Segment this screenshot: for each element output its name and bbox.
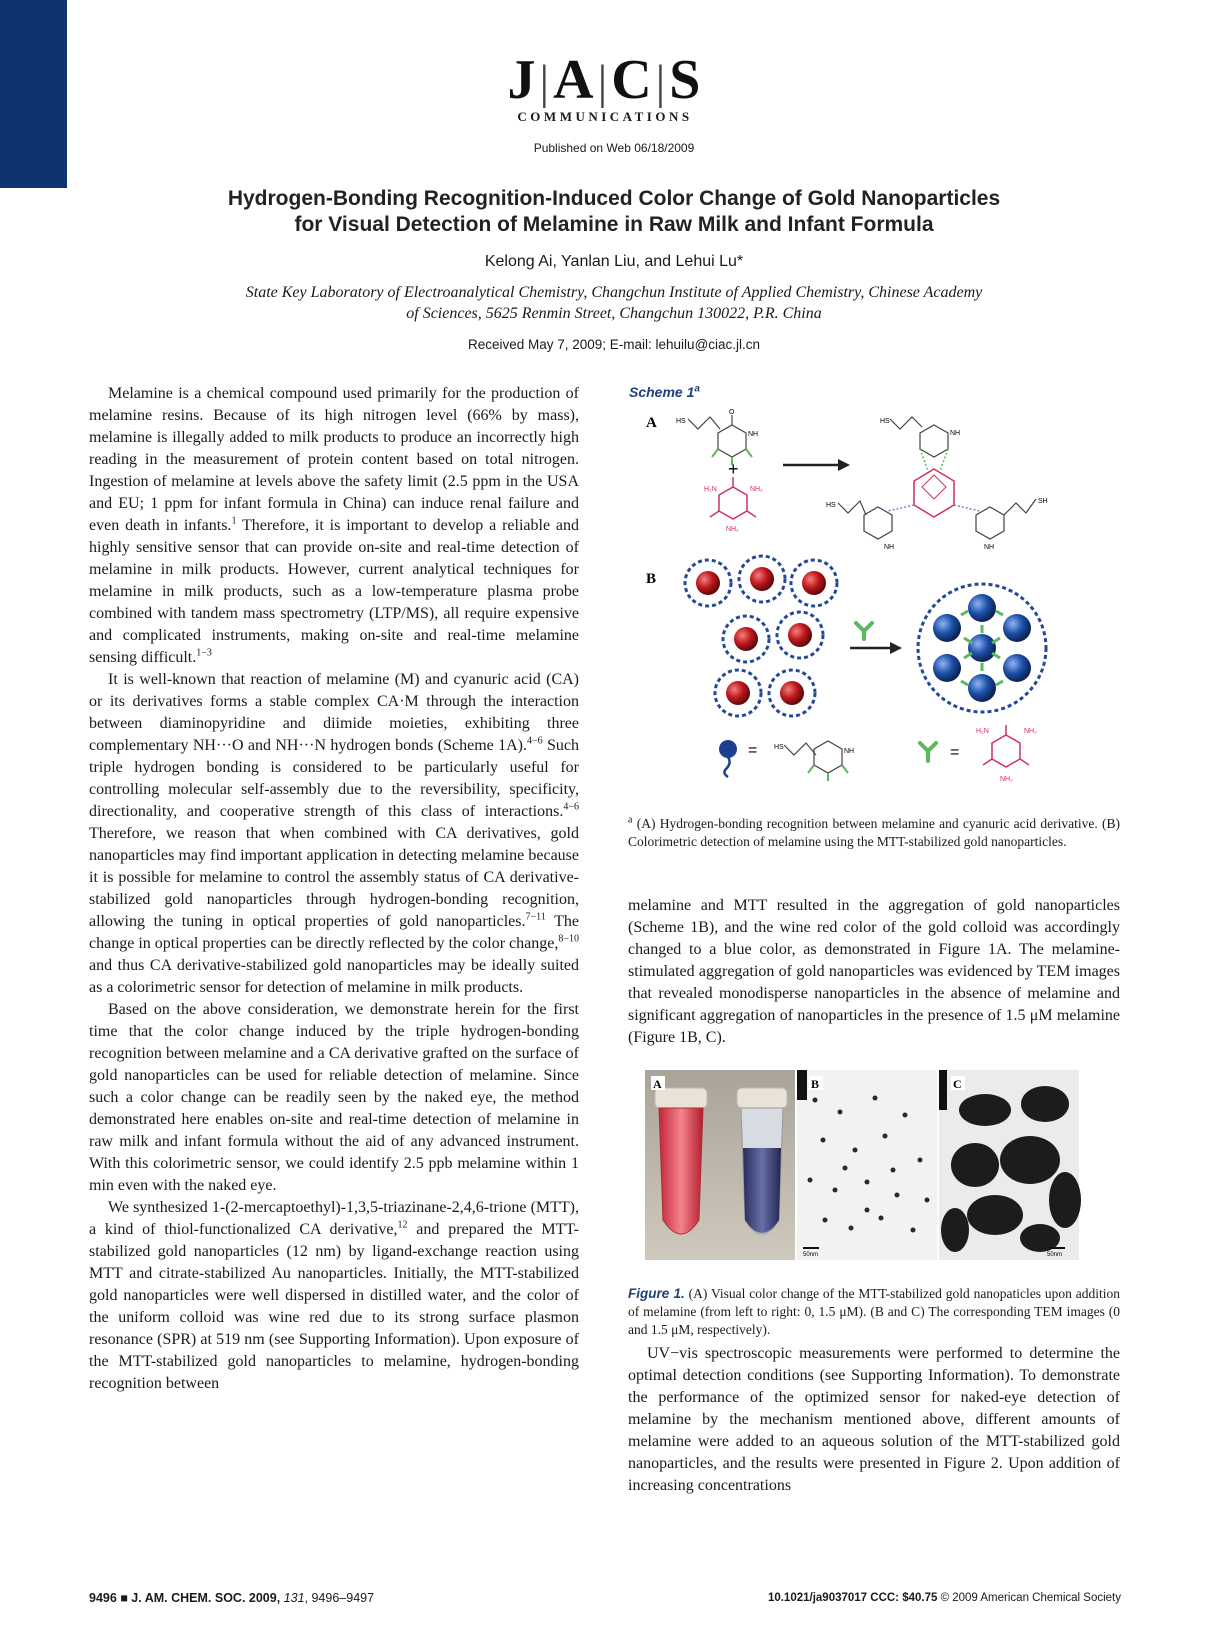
- hs-group-label: HS: [880, 418, 890, 425]
- citation-ref[interactable]: 1: [231, 515, 237, 527]
- logo-letter: C: [611, 49, 654, 111]
- paragraph-r1: melamine and MTT resulted in the aggregation of gold nanoparticles (Scheme 1B), and the wine red color of the gold colloid was accordingly changed to a blue color, as demonstrated in Figure 1A. The melamine-stimulated aggregation of gold nanoparticles was evidenced by TEM images that revealed monodisperse nanoparticles in the absence of melamine and significant aggregation of nanoparticles in the presence of 1.5 μM melamine (Figure 1B, C).: [628, 897, 1120, 1046]
- caption-sup: a: [628, 814, 633, 826]
- left-column: [89, 383, 579, 1395]
- scheme-panel-a-label: A: [646, 415, 657, 431]
- figure-panel-c-label: C: [953, 1077, 962, 1091]
- logo-letter: J: [507, 49, 538, 111]
- tube-cap: [737, 1088, 787, 1108]
- sh-group-label: SH: [1038, 498, 1048, 505]
- oxygen-label: O: [729, 409, 735, 416]
- right-column-bottom: [628, 1343, 1120, 1497]
- nh-label: NH: [984, 544, 995, 551]
- nh-label: NH: [844, 748, 855, 755]
- thiol-chain: [1004, 499, 1036, 515]
- nh-label: NH: [748, 431, 759, 438]
- tube-cap: [655, 1088, 707, 1108]
- citation-ref[interactable]: 4−6: [563, 801, 579, 813]
- tem-background: [797, 1070, 937, 1260]
- red-nanoparticle: [739, 556, 785, 602]
- triazine-ring: [718, 425, 746, 457]
- amine-label: H₂N: [976, 728, 989, 735]
- amine-label: NH₂: [750, 486, 763, 493]
- blue-nanoparticle: [1003, 654, 1031, 682]
- hs-group-label: HS: [774, 744, 784, 751]
- paragraph-r2: UV−vis spectroscopic measurements were performed to determine the optimal detection conditions (see Supporting Information). To demonstrate the performance of the optimized sensor for naked-eye detection of melamine by the mechanism mentioned above, different amounts of melamine were added to an aqueous solution of the MTT-stabilized gold nanoparticles, and the results were presented in Figure 2. Upon addition of increasing concentrations: [628, 1345, 1120, 1494]
- equals-sign: =: [748, 742, 758, 759]
- figure-panel-b-label: B: [811, 1077, 820, 1091]
- amine-bond: [983, 759, 992, 765]
- text-run: Therefore, it is important to develop a reliable and highly sensitive sensor that can provide on-site and real-time detection of melamine in milk products. However, current analytical techniques for melamine in milk products, such as a low-temperature plasma probe combined with tandem mass spectrometry (LTP/MS), all require expensive and complicated instruments, making on-site and real-time melamine sensing difficult.: [89, 517, 580, 666]
- figure-panel-b-tem: [797, 1070, 937, 1260]
- amine-label: H₂N: [704, 486, 717, 493]
- reaction-arrow: [783, 459, 850, 471]
- jacs-logo: J|A|C|S COMMUNICATIONS: [505, 52, 705, 125]
- paragraph-2: [89, 669, 579, 999]
- equals-sign: =: [950, 744, 960, 761]
- ca-derivative-molecule: [676, 409, 758, 465]
- amine-label: NH₂: [1000, 776, 1013, 783]
- citation-ref[interactable]: 8−10: [558, 933, 579, 945]
- right-column-top: [628, 895, 1120, 1049]
- amine-bond: [710, 511, 719, 517]
- triazine-ring-left: [864, 507, 892, 539]
- amine-label: NH₂: [1024, 728, 1037, 735]
- text-run: The change in optical properties can be directly reflected by the color change,: [89, 913, 579, 952]
- red-nanoparticle: [769, 670, 815, 716]
- triazine-ring: [920, 425, 948, 457]
- published-date: Published on Web 06/18/2009: [533, 141, 695, 155]
- carbonyl-o-green: [842, 765, 848, 773]
- logo-letter: S: [669, 49, 703, 111]
- triazine-ring-right: [976, 507, 1004, 539]
- caption-text: (A) Visual color change of the MTT-stabilized gold nanopaticles upon addition of melamine (from left to right: 0, 1.5 μM). (B and C) The corresponding TEM images (0 and 1.5 μM, respectively).: [628, 1286, 1120, 1337]
- doi-text[interactable]: 10.1021/ja9037017 CCC: $40.75: [767, 1592, 938, 1604]
- blue-nanoparticle: [1003, 614, 1031, 642]
- legend-mtt: [719, 740, 854, 781]
- logo-letter: A: [553, 49, 596, 111]
- citation-ref[interactable]: 4−6: [527, 735, 543, 747]
- footer-citation: [89, 1591, 374, 1605]
- carbonyl-o-green: [746, 449, 752, 457]
- nh-label: NH: [884, 544, 895, 551]
- text-run: and prepared the MTT-stabilized gold nanoparticles (12 nm) by ligand-exchange reaction using MTT and citrate-stabilized Au nanoparticles. Initially, the MTT-stabilized gold nanoparticles were well dispersed in distilled water, and the color of the uniform colloid was wine red due to its strong surface plasmon resonance (SPR) at 519 nm (see Supporting Information). Upon exposure of the MTT-stabilized gold nanoparticles to melamine, hydrogen-bonding recognition between: [89, 1221, 579, 1392]
- text-run: and thus CA derivative-stabilized gold nanoparticles may be ideally suited as a colorimetric sensor for detection of melamine in milk products.: [89, 957, 579, 996]
- sidebar-color-bar: [0, 0, 67, 188]
- affiliation-line-2: of Sciences, 5625 Renmin Street, Changchun 130022, P.R. China: [406, 305, 822, 322]
- melamine-ring-center: [914, 469, 954, 517]
- carbonyl-o-green: [808, 765, 814, 773]
- melamine-ring: [992, 735, 1020, 767]
- scheme-caption: [628, 815, 1120, 851]
- aggregated-blue-nanoparticles: [918, 584, 1046, 712]
- blue-nanoparticle: [933, 654, 961, 682]
- figure-panel-a-photo: [645, 1070, 795, 1260]
- red-nanoparticle: [791, 560, 837, 606]
- red-nanoparticle: [715, 670, 761, 716]
- blue-nanoparticle: [968, 674, 996, 702]
- text-run: Melamine is a chemical compound used primarily for the production of melamine resins. Because of its high nitrogen level (66% by mass), melamine is illegally added to milk products to produce an incorrectly high reading in the measurement of protein content based on total nitrogen. Ingestion of melamine at levels above the safety limit (2.5 ppm in the USA and EU; 1 ppm for infant formula in China) can induce renal failure and even death in infants.: [89, 385, 579, 534]
- red-nanoparticle: [777, 612, 823, 658]
- panel-divider: [797, 1070, 807, 1100]
- scheme-1-label: [629, 384, 700, 400]
- red-nanoparticle: [685, 560, 731, 606]
- paragraph-4: [89, 1197, 579, 1395]
- hbond-dashed: [888, 505, 914, 511]
- mtt-symbol-tail: [724, 757, 729, 777]
- melamine-symbol-arrow: [850, 623, 902, 654]
- hs-group-label: HS: [676, 418, 686, 425]
- melamine-symbol: [920, 743, 936, 761]
- plus-sign: +: [728, 459, 739, 479]
- citation-ref[interactable]: 1−3: [196, 647, 212, 659]
- thiol-chain: [838, 501, 866, 515]
- affiliation: [150, 282, 1078, 324]
- tube-red: [659, 1108, 703, 1234]
- footer-journal: 9496 ■ J. AM. CHEM. SOC. 2009,: [89, 1591, 281, 1605]
- melamine-inner: [922, 475, 946, 499]
- figure-1-image: [645, 1070, 1105, 1260]
- title-line-2: for Visual Detection of Melamine in Raw Milk and Infant Formula: [294, 213, 934, 236]
- amine-bond: [747, 511, 756, 517]
- caption-text: (A) Hydrogen-bonding recognition between melamine and cyanuric acid derivative. (B) Colorimetric detection of melamine using the MTT-stabilized gold nanoparticles.: [628, 816, 1120, 849]
- melamine-symbol: [856, 623, 872, 639]
- carbonyl-o-green: [712, 449, 718, 457]
- figure-panel-c-tem: [939, 1070, 1081, 1260]
- dispersed-red-nanoparticles: [685, 556, 837, 716]
- paragraph-1: [89, 383, 579, 669]
- blue-nanoparticle: [968, 594, 996, 622]
- melamine-molecule: [704, 477, 763, 533]
- received-email-line: Received May 7, 2009; E-mail: lehuilu@ciac.jl.cn: [467, 337, 761, 352]
- article-title: [100, 186, 1128, 238]
- thiol-chain: [688, 417, 720, 429]
- scheme-1-diagram: [628, 403, 1118, 803]
- legend-melamine: [920, 725, 1037, 783]
- tube-blue-liquid: [743, 1148, 781, 1233]
- footer-doi: [768, 1592, 1121, 1604]
- logo-subtitle: COMMUNICATIONS: [517, 109, 693, 124]
- thiol-chain: [784, 743, 816, 755]
- figure-panel-a-label: A: [653, 1077, 662, 1091]
- hs-group-label: HS: [826, 502, 836, 509]
- footer-pages: , 9496–9497: [304, 1591, 375, 1605]
- title-line-1: Hydrogen-Bonding Recognition-Induced Color Change of Gold Nanoparticles: [227, 187, 1001, 210]
- paragraph-3: Based on the above consideration, we demonstrate herein for the first time that the color change induced by the triple hydrogen-bonding recognition between melamine and a CA derivative grafted on the surface of gold nanoparticles can be used for reliable detection of melamine. Since such a color change can be readily seen by the naked eye, the method demonstrated here enables on-site and real-time detection of melamine in raw milk and infant formula without the aid of any advanced instrument. With this colorimetric sensor, we could identify 2.5 ppb melamine within 1 min even with the naked eye.: [89, 1001, 579, 1194]
- figure-label: Figure 1.: [628, 1286, 685, 1301]
- text-run: We synthesized 1-(2-mercaptoethyl)-1,3,5-triazinane-2,4,6-trione (MTT), a kind of thiol-functionalized CA derivative,: [89, 1199, 579, 1238]
- triazine-ring: [814, 741, 842, 773]
- scheme-panel-b-label: B: [646, 571, 657, 587]
- blue-nanoparticle: [933, 614, 961, 642]
- text-run: Such triple hydrogen bonding is considered to be particularly useful for controlling molecular self-assembly due to the reversibility, specificity, directionality, and cooperative strength of this class of interactions.: [89, 737, 580, 820]
- melamine-ring: [719, 487, 747, 519]
- citation-ref[interactable]: 7−11: [525, 911, 546, 923]
- amine-label: NH₂: [726, 526, 739, 533]
- scheme-label-sup: a: [694, 383, 700, 395]
- arrow-head: [838, 459, 850, 471]
- author-list: Kelong Ai, Yanlan Liu, and Lehui Lu*: [484, 253, 744, 270]
- thiol-chain: [890, 417, 922, 429]
- mtt-symbol-head: [719, 740, 737, 758]
- hydrogen-bonded-complex: [826, 417, 1048, 551]
- amine-bond: [1020, 759, 1029, 765]
- figure-1-caption: [628, 1285, 1120, 1339]
- footer-volume: 131: [283, 1591, 305, 1605]
- red-nanoparticle: [723, 616, 769, 662]
- scale-label-c: 50nm: [1047, 1252, 1063, 1258]
- panel-divider: [939, 1070, 947, 1110]
- arrow-head: [890, 642, 902, 654]
- hbond-dashed: [954, 505, 980, 511]
- text-run: Therefore, we reason that when combined with CA derivatives, gold nanoparticles may find important application in detecting melamine because it is possible for melamine to control the assembly status of CA derivative-stabilized gold nanoparticles through hydrogen-bonding recognition, allowing the tuning in optical properties of gold nanoparticles.: [89, 825, 579, 930]
- scheme-label-text: Scheme 1: [629, 384, 695, 400]
- copyright-text: © 2009 American Chemical Society: [940, 1592, 1121, 1604]
- nh-label: NH: [950, 430, 961, 437]
- scale-label-b: 50nm: [803, 1252, 819, 1258]
- citation-ref[interactable]: 12: [397, 1219, 408, 1231]
- blue-nanoparticle: [968, 634, 996, 662]
- affiliation-line-1: State Key Laboratory of Electroanalytical Chemistry, Changchun Institute of Applied Chemistry, Chinese Academy: [245, 284, 983, 301]
- text-run: It is well-known that reaction of melamine (M) and cyanuric acid (CA) or its derivatives forms a stable complex CA·M through the interaction between diaminopyridine and diimide moieties, exhibiting three complementary NH···O and NH···N hydrogen bonds (Scheme 1A).: [89, 671, 579, 754]
